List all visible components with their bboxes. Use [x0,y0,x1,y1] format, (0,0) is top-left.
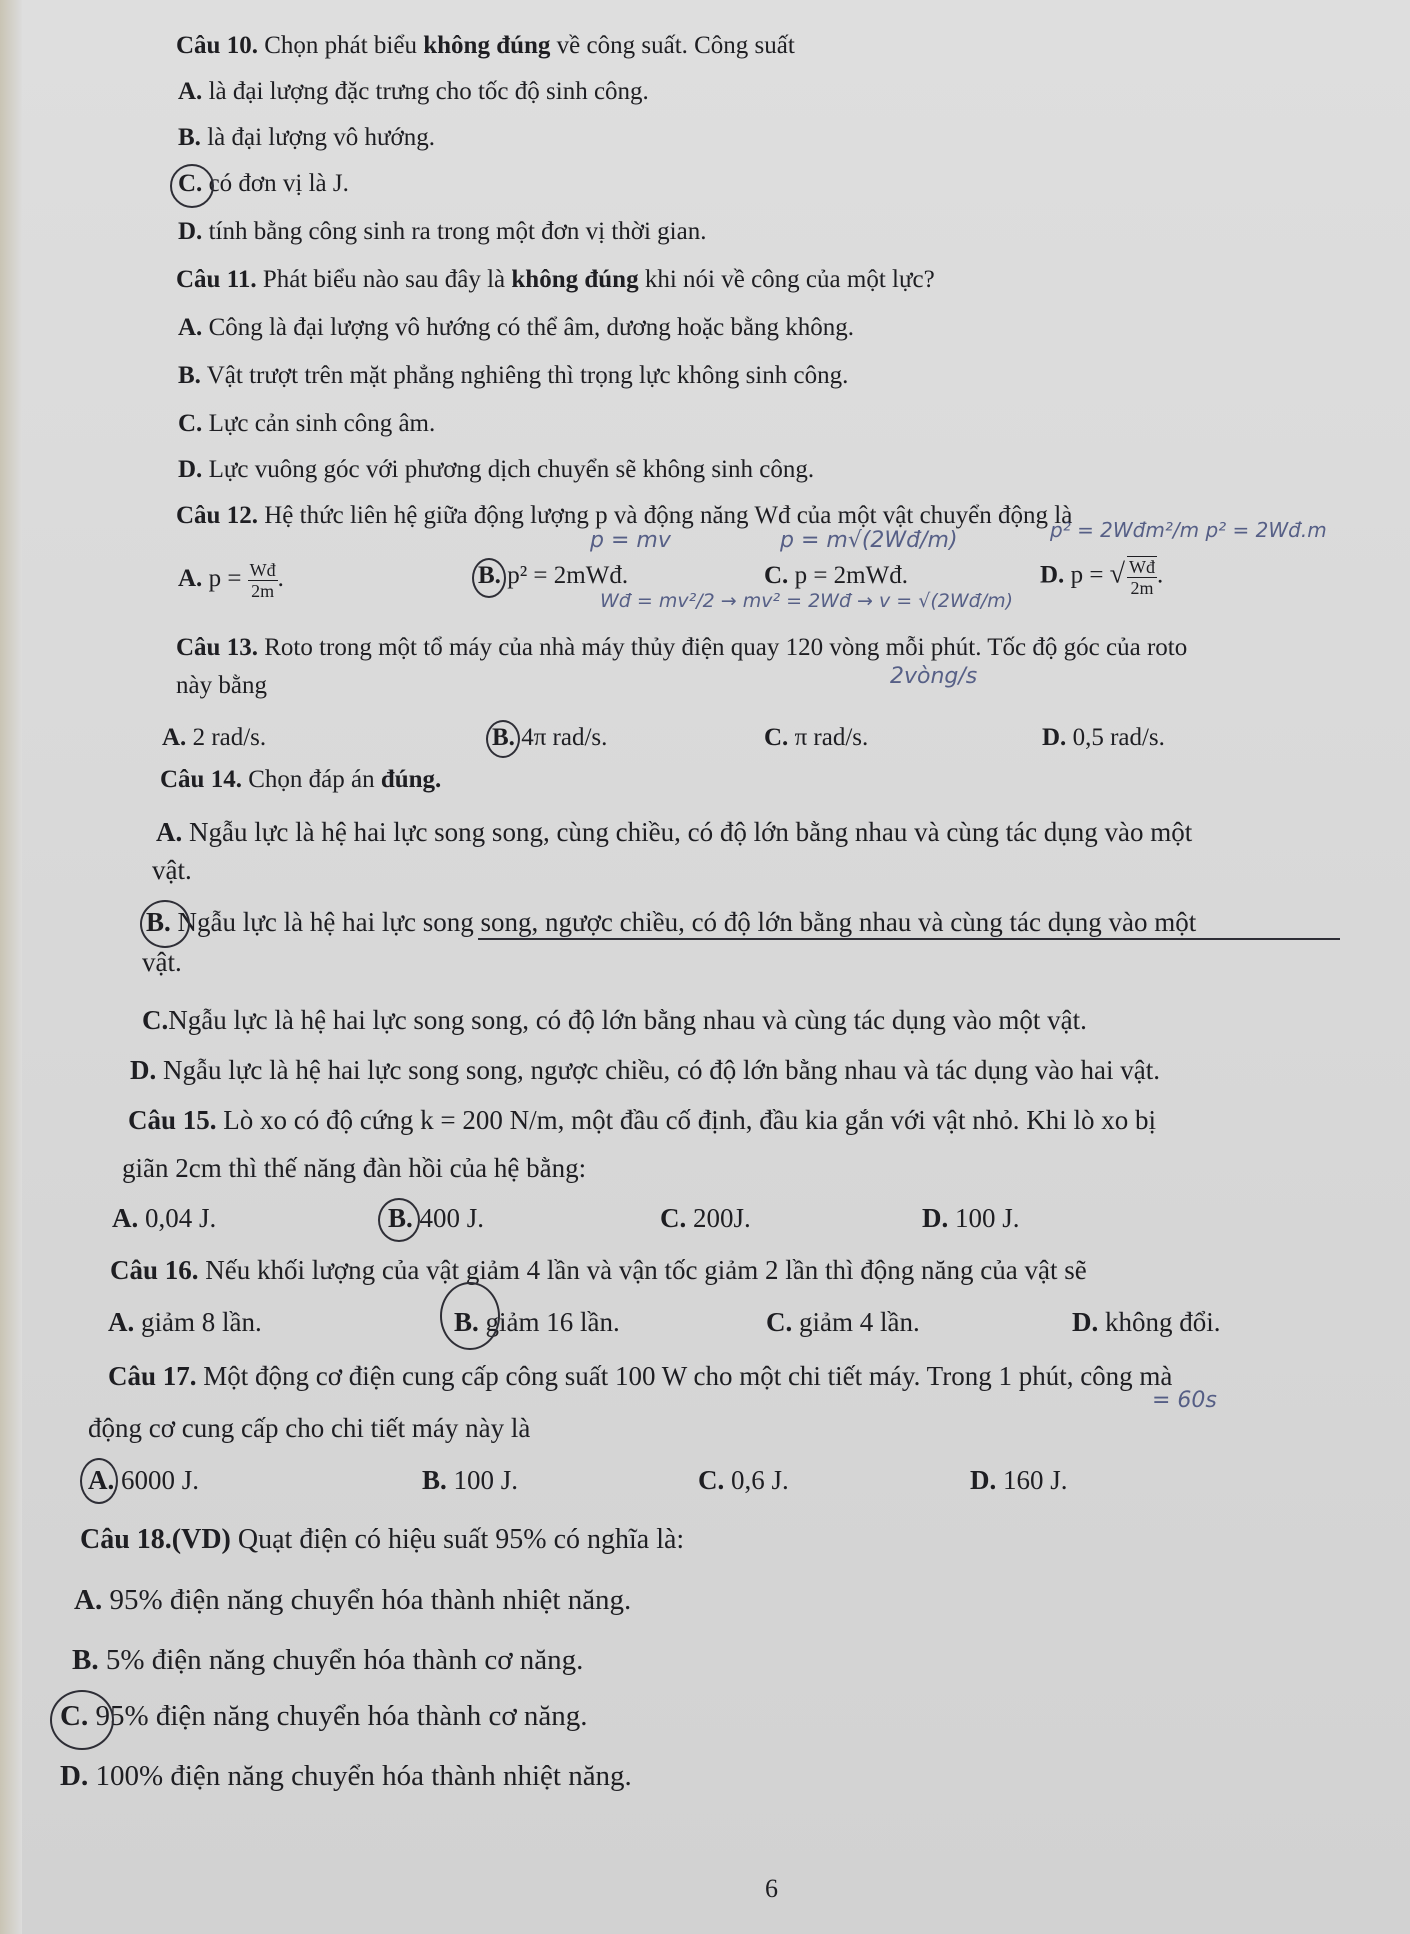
question-10-option-a: A. là đại lượng đặc trưng cho tốc độ sinh công. [178,78,649,105]
question-15-option-d: D. 100 J. [922,1203,1020,1233]
answer-circle-18c [50,1690,114,1750]
question-14-option-b-line2: vật. [142,947,182,977]
question-14-option-a-line2: vật. [152,855,192,885]
question-14-option-a: A. Ngẫu lực là hệ hai lực song song, cùng chiều, có độ lớn bằng nhau và cùng tác dụng vào một [156,817,1193,847]
question-12-option-d: D. p = √ $\frac{Wđ}{2m}$ . [1040,557,1164,598]
answer-circle-12b [472,558,506,598]
handwriting-q12-top: p = mv [590,528,671,553]
answer-circle-10c [170,164,214,208]
question-18-option-b: B. 5% điện năng chuyển hóa thành cơ năng. [72,1644,584,1676]
question-17-option-c: C. 0,6 J. [698,1465,789,1495]
question-15-title-line2: giãn 2cm thì thế năng đàn hồi của hệ bằng: [122,1153,587,1183]
answer-circle-15b [378,1198,420,1242]
question-14-option-d: D. Ngẫu lực là hệ hai lực song song, ngược chiều, có độ lớn bằng nhau và tác dụng vào hai vật. [130,1055,1160,1085]
question-11-option-c: C. Lực cản sinh công âm. [178,410,436,437]
question-10-option-b: B. là đại lượng vô hướng. [178,124,436,151]
question-10-title: Câu 10. Chọn phát biểu không đúng về công suất. Công suất [176,32,795,59]
question-16-option-d: D. không đổi. [1072,1307,1221,1337]
answer-circle-14b [140,900,190,948]
question-18-option-d: D. 100% điện năng chuyển hóa thành nhiệt năng. [60,1760,632,1792]
question-11-option-b: B. Vật trượt trên mặt phẳng nghiêng thì trọng lực không sinh công. [178,362,849,389]
question-16-option-c: C. giảm 4 lần. [766,1307,920,1337]
question-13-title: Câu 13. Roto trong một tổ máy của nhà máy thủy điện quay 120 vòng mỗi phút. Tốc độ góc của roto [176,634,1188,661]
question-12-title: Câu 12. Hệ thức liên hệ giữa động lượng p và động năng Wđ của một vật chuyển động là [176,502,1073,529]
question-17-option-d: D. 160 J. [970,1465,1068,1495]
handwriting-q17: = 60s [1152,1388,1217,1413]
question-17-title-line2: động cơ cung cấp cho chi tiết máy này là [88,1413,531,1443]
handwriting-q13: 2vòng/s [890,664,978,689]
question-13-option-c: C. π rad/s. [764,724,869,751]
question-15-option-c: C. 200J. [660,1203,751,1233]
answer-circle-17a [80,1458,118,1504]
question-11-option-d: D. Lực vuông góc với phương dịch chuyển sẽ không sinh công. [178,456,815,483]
handwriting-q12-mid: p = m√(2Wđ/m) [780,528,958,553]
question-12-option-c: C. p = 2mWđ. [764,562,908,589]
question-13-title-line2: này bằng [176,672,267,699]
question-17-title: Câu 17. Một động cơ điện cung cấp công suất 100 W cho một chi tiết máy. Trong 1 phút, công mà [108,1361,1173,1391]
handwriting-q12-bottom: Wđ = mv²/2 → mv² = 2Wđ → v = √(2Wđ/m) [600,590,1014,612]
question-16-option-a: A. giảm 8 lần. [108,1307,262,1337]
question-15-title: Câu 15. Lò xo có độ cứng k = 200 N/m, một đầu cố định, đầu kia gắn với vật nhỏ. Khi lò xo bị [128,1105,1157,1135]
question-17-option-b: B. 100 J. [422,1465,519,1495]
question-17-option-a: A. 6000 J. [88,1465,200,1495]
question-16-title: Câu 16. Nếu khối lượng của vật giảm 4 lần và vận tốc giảm 2 lần thì động năng của vật sẽ [110,1255,1087,1285]
question-18-option-c: C. 95% điện năng chuyển hóa thành cơ năng. [60,1700,588,1732]
question-15-option-a: A. 0,04 J. [112,1203,217,1233]
question-13-option-d: D. 0,5 rad/s. [1042,724,1165,751]
question-11-title: Câu 11. Phát biểu nào sau đây là không đúng khi nói về công của một lực? [176,266,935,293]
question-13-option-a: A. 2 rad/s. [162,724,267,751]
question-10-option-c: C. có đơn vị là J. [178,170,349,197]
question-11-option-a: A. Công là đại lượng vô hướng có thể âm, dương hoặc bằng không. [178,314,855,341]
page-number: 6 [765,1874,778,1903]
answer-circle-13b [486,720,520,758]
question-10-option-d: D. tính bằng công sinh ra trong một đơn vị thời gian. [178,218,707,245]
question-12-option-b: B. p² = 2mWđ. [478,562,629,589]
question-18-title: Câu 18.(VD) Quạt điện có hiệu suất 95% có nghĩa là: [80,1524,685,1555]
question-15-option-b: B. 400 J. [388,1203,485,1233]
question-14-title: Câu 14. Chọn đáp án đúng. [160,766,442,793]
question-12-option-a: A. p = $\frac{Wđ}{2m}$ . [178,560,284,601]
question-16-option-b: B. giảm 16 lần. [454,1307,620,1337]
answer-underline-14b [478,938,1340,940]
handwriting-q12-right: p² = 2Wđm²/m p² = 2Wđ.m [1050,518,1327,542]
question-14-option-b: B. Ngẫu lực là hệ hai lực song song, ngược chiều, có độ lớn bằng nhau và cùng tác dụng vào một [146,907,1197,937]
left-page-edge [0,0,22,1934]
question-13-option-b: B. 4π rad/s. [492,724,608,751]
question-18-option-a: A. 95% điện năng chuyển hóa thành nhiệt năng. [74,1584,632,1616]
answer-circle-16b [440,1282,500,1350]
question-14-option-c: C.Ngẫu lực là hệ hai lực song song, có độ lớn bằng nhau và cùng tác dụng vào một vật. [142,1005,1087,1035]
